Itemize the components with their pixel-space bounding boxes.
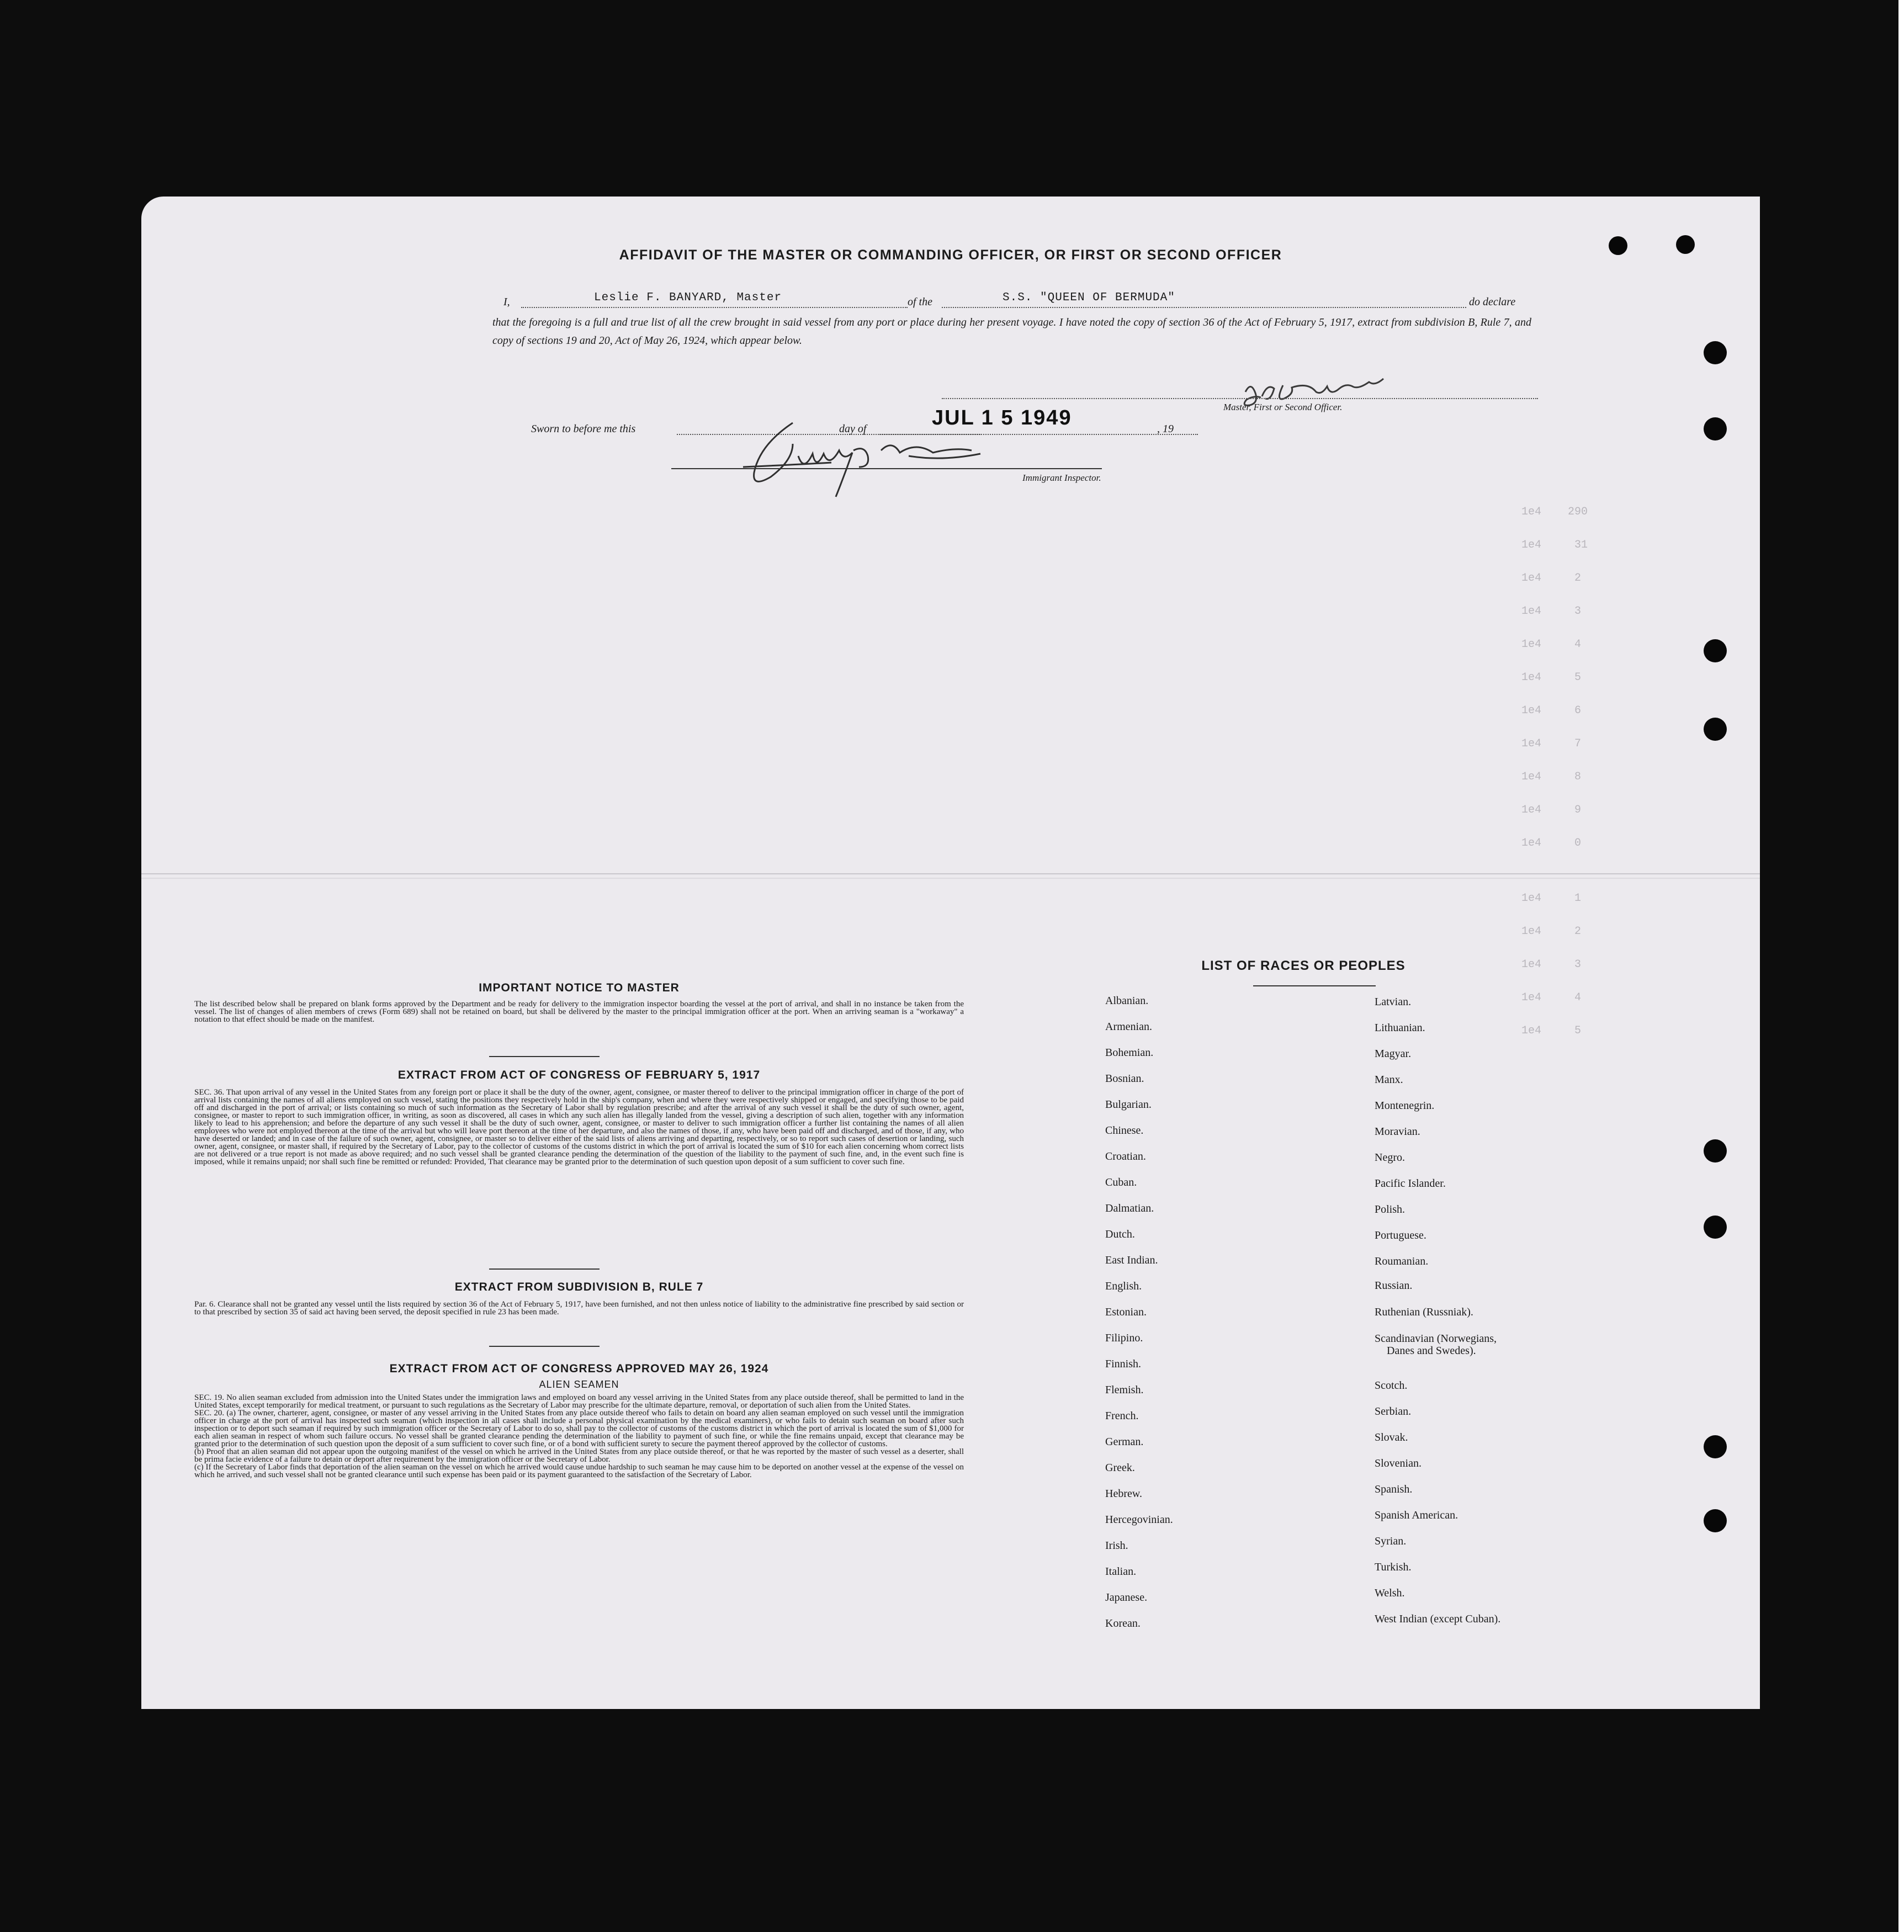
declaration-text: that the foregoing is a full and true list of all the crew brought in said vessel from any port or place during her present voyage. I have noted the copy of section 36 of the Act of February 5, 1917, extract from subdivision B, Rule 7, and copy of sections 19 and 20, Act of May 26, 1924, which appear below. xyxy=(492,316,1531,347)
punch-hole xyxy=(1704,718,1727,741)
important-notice-section xyxy=(194,981,964,1023)
race-item: Syrian. xyxy=(1375,1535,1407,1547)
race-item: Bohemian. xyxy=(1105,1047,1154,1059)
inspector-caption: Immigrant Inspector. xyxy=(1022,473,1101,483)
punch-hole xyxy=(1704,417,1727,440)
race-item: English. xyxy=(1105,1280,1142,1292)
races-divider xyxy=(1253,985,1376,986)
race-item: Negro. xyxy=(1375,1151,1405,1164)
notice-heading: IMPORTANT NOTICE TO MASTER xyxy=(479,981,680,994)
vessel-blank xyxy=(942,307,1466,308)
sec19-text: SEC. 19. No alien seaman excluded from admission into the United States under the immigration laws and employed on board any vessel arriving in the United States from any place outside thereof, shall be permitted to land in the United States, except temporarily for medical treatment, or pursuant to such regulations as the Secretary of Labor may prescribe for the ultimate departure, removal, or deportation of such alien from the United States. xyxy=(194,1393,964,1410)
race-item: Welsh. xyxy=(1375,1587,1405,1599)
race-item: Magyar. xyxy=(1375,1048,1412,1060)
extract-rule7-section xyxy=(194,1281,964,1316)
race-item: Hercegovinian. xyxy=(1105,1514,1173,1526)
punch-hole xyxy=(1704,1435,1727,1458)
extract-1917-text: SEC. 36. That upon arrival of any vessel in the United States from any foreign port or place it shall be the duty of the owner, agent, consignee, or master thereof to deliver to the principal immigration officer in charge of the port of arrival lists containing the names of all aliens employed on such vessel, stating the positions they respectively hold in the ship's company, when and where they were respectively shipped or engaged, and specifying those to be paid off and discharged in the port of arrival; or lists containing so much of such information as the Secretary of Labor shall by regulation prescribe; and after the arrival of any such vessel it shall be the duty of such owner, agent, consignee, or master to report to such immigration officer, in writing, as soon as discovered, all cases in which any such alien has illegally landed from the vessel, giving a description of such alien, together with any information likely to lead to his apprehension; and before the departure of any such vessel it shall be the duty of such owner, agent, consignee, or master to deliver to such immigration officer a further list containing the names of all alien employees who were not employed thereon at the time of the arrival but who will leave port thereon at the time of her departure, and also the names of those, if any, who have been paid off and discharged, and of those, if any, who have deserted or landed; and in case of the failure of such owner, agent, consignee, or master so to deliver either of the said lists of aliens arriving and departing, respectively, or so to report such cases of desertion or landing, such owner, agent, consignee, or master shall, if required by the Secretary of Labor, pay to the collector of customs of the customs district in which the port of arrival is located the sum of $10 for each alien concerning whom correct lists are not delivered or a true report is not made as above required; and no such vessel shall be granted clearance pending the determination of the question of the liability to the payment of such fine, and, in the event such fine is imposed, while it remains unpaid; nor shall such fine be remitted or refunded: Provided, That clearance may be granted prior to the determination of such question upon deposit of a sum sufficient to cover such fine. xyxy=(194,1088,964,1166)
race-item: Serbian. xyxy=(1375,1405,1412,1418)
races-heading: LIST OF RACES OR PEOPLES xyxy=(1201,958,1406,973)
race-item: Spanish. xyxy=(1375,1483,1413,1495)
extract-1917-heading: EXTRACT FROM ACT OF CONGRESS OF FEBRUARY 5, 1917 xyxy=(397,1069,761,1081)
extract-1917-section xyxy=(194,1069,964,1166)
affidavit-title: AFFIDAVIT OF THE MASTER OR COMMANDING OFFICER, OR FIRST OR SECOND OFFICER xyxy=(619,247,1282,263)
race-item: Ruthenian (Russniak). xyxy=(1375,1306,1473,1318)
race-item: Slovenian. xyxy=(1375,1457,1422,1469)
race-item: East Indian. xyxy=(1105,1254,1158,1266)
sec20c-text: (c) If the Secretary of Labor finds that deportation of the alien seaman on the vessel on which he arrived would cause undue hardship to such seaman he may cause him to be deported on another vessel at the expense of the vessel on which he arrived, and such vessel shall not be granted clearance until such expense has been paid or its payment guaranteed to the satisfaction of the Secretary of Labor. xyxy=(194,1463,964,1479)
race-item: Latvian. xyxy=(1375,996,1412,1008)
extract-rule7-text: Par. 6. Clearance shall not be granted any vessel until the lists required by section 36 of the Act of February 5, 1917, have been furnished, and not then unless notice of liability to the administrative fine prescribed by said section or to that prescribed by section 35 of said act having been served, the deposit specified in rule 23 has been made. xyxy=(194,1300,964,1317)
inspector-signature xyxy=(699,412,1030,511)
extract-rule7-heading: EXTRACT FROM SUBDIVISION B, RULE 7 xyxy=(454,1281,704,1293)
race-item: German. xyxy=(1105,1436,1144,1448)
race-item: Italian. xyxy=(1105,1565,1137,1578)
race-item: Portuguese. xyxy=(1375,1229,1426,1241)
race-item: Armenian. xyxy=(1105,1021,1152,1033)
race-item: Lithuanian. xyxy=(1375,1022,1425,1034)
race-item: Danes and Swedes). xyxy=(1387,1345,1476,1357)
race-item: Turkish. xyxy=(1375,1561,1412,1573)
race-item: Estonian. xyxy=(1105,1306,1147,1318)
document-sheet: 1e4 2​9​0 1e4 3​1 1e4 2 1e4 3 1e4 4 1e4 5 1e4 6 1e4 7 1e4 8 1e4 9 1e4 0 1e4 1 1e4 2 1e4 3 1e4 4 1e4 5 AFFIDAVIT OF THE MASTER OR COMMANDING OFFICER, OR FIRST OR SECOND OFFICER I, Leslie F. BANYARD, Master of the S.S. "QUEEN OF BERMUDA" do declare that the foregoing is a full and true list of all the crew brought in said vessel from any port or place during her present voyage. I have noted the copy of section 36 of the Act of February 5, 1917, extract from subdivision B, Rule 7, and copy of sections 19 and 20, Act of May 26, 1924, which appear below. Master, First or Second Officer. Sworn to before me this day of JUL 1 5 1949 , 19 Immigrant Inspector. IMPORTANT NOTICE TO MASTER The list described below shall be prepared on blank forms approved by the Department and be ready for delivery to the immigration inspector boarding the vessel at the port of arrival, and shall in no instance be taken from the vessel. The list of changes of alien members of crews (Form 689) shall not be retained on board, but shall be delivered by the master to the principal immigration officer at the port. When an arriving seaman is a "workaway" a notation to that effect should be made on the manifest. EXTRACT FROM ACT OF CONGRESS OF FEBRUARY 5, 1917 SEC. 36. That upon arrival of any vessel in the United States from any foreign port or place it shall be the duty of the owner, agent, consignee, or master thereof to deliver to the principal immigration officer in charge of the port of arrival lists containing the names of all aliens employed on such vessel, stating the positions they respectively hold in the ship's company, when and where they were respectively shipped or engaged, and specifying those to be paid off and discharged in the port of arrival; or lists containing so much of such information as the Secretary of Labor shall by regulation prescribe; and after the arrival of any such vessel it shall be the duty of such owner, agent, consignee, or master to report to such immigration officer, in writing, as soon as discovered, all cases in which any such alien has illegally landed from the vessel, giving a description of such alien, together with any information likely to lead to his apprehension; and before the departure of any such vessel it shall be the duty of such owner, agent, consignee, or master to deliver to such immigration officer a further list containing the names of all alien employees who were not employed thereon at the time of the arrival but who will leave port thereon at the time of her departure, and also the names of those, if any, who have been paid off and discharged, and of those, if any, who have deserted or landed; and in case of the failure of such owner, agent, consignee, or master so to deliver either of the said lists of aliens arriving and departing, respectively, or so to report such cases of desertion or landing, such owner, agent, consignee, or master shall, if required by the Secretary of Labor, pay to the collector of customs of the customs district in which the port of arrival is located the sum of $10 for each alien concerning whom correct lists are not delivered or a true report is not made as above required; and no such vessel shall be granted clearance pending the determination of the question of the liability to the payment of such fine, and, in the event such fine is imposed, while it remains unpaid; nor shall such fine be remitted or refunded: Provided, That clearance may be granted prior to the determination of such question upon deposit of a sum sufficient to cover such fine. EXTRACT FROM SUBDIVISION B, RULE 7 Par. 6. Clearance shall not be granted any vessel until the lists required by section 36 of the Act of February 5, 1917, have been furnished, and not then unless notice of liability to the administrative fine prescribed by said section or to that prescribed by section 35 of said act having been served, the deposit specified in rule 23 has been made. EXTRACT FROM ACT OF CONGRESS APPROVED MAY 26, 1924 ALIEN SEAMEN SEC. 19. No alien seaman excluded from admission into the United States under the immigration laws and employed on board any vessel arriving in the United States from any place outside thereof, shall be permitted to land in the United States, except temporarily for medical treatment, or pursuant to such regulations as the Secretary of Labor may prescribe for the ultimate departure, removal, or deportation of such alien from the United States. SEC. 20. (a) The owner, charterer, agent, consignee, or master of any vessel arriving in the United States from any place outside thereof who fails to detain on board any alien seaman employed on such vessel until the immigration officer in charge at the port of arrival has inspected such seaman (which inspection in all cases shall include a personal physical examination by the medical examiners), or who fails to detain such seaman on board after such inspection or to deport such seaman if required by such immigration officer or the Secretary of Labor to do so, shall pay to the collector of customs of the customs district in which the port of arrival is located the sum of $1,000 for each alien seaman in respect of whom such failure occurs. No vessel shall be granted clearance pending the determination of the liability to payment of such fine, or while the fine remains unpaid, except that clearance may be granted prior to the determination of such question upon the deposit of a sum sufficient to cover such fine, or of a bond with sufficient surety to secure the payment thereof approved by the collector of customs. (b) Proof that an alien seaman did not appear upon the outgoing manifest of the vessel on which he arrived in the United States from any place outside thereof, or that he was reported by the master of such vessel as a deserter, shall be prima facie evidence of a failure to detain or deport after requirement by the immigration officer or the Secretary of Labor. (c) If the Secretary of Labor finds that deportation of the alien seaman on the vessel on which he arrived would cause undue hardship to such seaman he may cause him to be deported on another vessel at the expense of the vessel on which he arrived, and such vessel shall not be granted clearance until such expense has been paid or its payment guaranteed to the satisfaction of the Secretary of Labor. LIST OF RACES OR PEOPLES Albanian. Armenian. Bohemian. Bosnian. Bulgarian. Chinese. Croatian. Cuban. Dalmatian. Dutch. East Indian. English. Estonian. Filipino. Finnish. Flemish. French. German. Greek. Hebrew. Hercegovinian. Irish. Italian. Japanese. Korean. Latvian. Lithuanian. Magyar. Manx. Montenegrin. Moravian. Negro. Pacific Islander. Polish. Portuguese. Roumanian. Russian. Ruthenian (Russniak). Scandinavian (Norwegians, Danes and Swedes). Scotch. Serbian. Slovak. Slovenian. Spanish. Spanish American. Syrian. Turkish. Welsh. West Indian (except Cuban). xyxy=(141,197,1760,1709)
race-item: Dalmatian. xyxy=(1105,1202,1154,1214)
declarant-name: Leslie F. BANYARD, Master xyxy=(594,291,782,304)
punch-hole xyxy=(1704,341,1727,364)
punch-hole xyxy=(1704,1509,1727,1532)
race-item: Greek. xyxy=(1105,1462,1135,1474)
race-item: Cuban. xyxy=(1105,1176,1137,1188)
race-item: Bosnian. xyxy=(1105,1073,1144,1085)
race-item: Scotch. xyxy=(1375,1379,1408,1392)
sec20a-text: SEC. 20. (a) The owner, charterer, agent, consignee, or master of any vessel arriving in the United States from any place outside thereof who fails to detain on board any alien seaman employed on such vessel until the immigration officer in charge at the port of arrival has inspected such seaman (which inspection in all cases shall include a personal physical examination by the medical examiners), or who fails to detain such seaman on board after such inspection or to deport such seaman if required by such immigration officer or the Secretary of Labor to do so, shall pay to the collector of customs of the customs district in which the port of arrival is located the sum of $1,000 for each alien seaman in respect of whom such failure occurs. No vessel shall be granted clearance pending the determination of the liability to payment of such fine, or while the fine remains unpaid, except that clearance may be granted prior to the determination of such question upon the deposit of a sum sufficient to cover such fine, or of a bond with sufficient surety to secure the payment thereof approved by the collector of customs. xyxy=(194,1409,964,1448)
master-caption: Master, First or Second Officer. xyxy=(1223,402,1343,412)
race-item: Bulgarian. xyxy=(1105,1098,1152,1111)
race-item: Spanish American. xyxy=(1375,1509,1459,1521)
film-edge xyxy=(1898,0,1904,1932)
race-item: French. xyxy=(1105,1410,1139,1422)
notice-text: The list described below shall be prepared on blank forms approved by the Department and be ready for delivery to the immigration inspector boarding the vessel at the port of arrival, and shall in no instance be taken from the vessel. The list of changes of alien members of crews (Form 689) shall not be retained on board, but shall be delivered by the master to the principal immigration officer at the port. When an arriving seaman is a "workaway" a notation to that effect should be made on the manifest. xyxy=(194,1000,964,1024)
vessel-name: S.S. "QUEEN OF BERMUDA" xyxy=(1003,291,1175,304)
race-item: Manx. xyxy=(1375,1074,1403,1086)
punch-hole xyxy=(1704,639,1727,662)
race-item: Pacific Islander. xyxy=(1375,1177,1446,1190)
date-stamp: JUL 1 5 1949 xyxy=(932,406,1072,429)
day-of-label: day of xyxy=(839,423,867,435)
punch-hole xyxy=(1609,236,1627,255)
race-item: Dutch. xyxy=(1105,1228,1135,1240)
race-item: Finnish. xyxy=(1105,1358,1142,1370)
race-item: Croatian. xyxy=(1105,1150,1146,1163)
name-blank xyxy=(521,307,908,308)
race-item: Irish. xyxy=(1105,1540,1128,1552)
alien-seamen-subheading: ALIEN SEAMEN xyxy=(539,1379,619,1390)
race-item: Roumanian. xyxy=(1375,1255,1429,1267)
fold-line xyxy=(141,873,1760,874)
of-the-label: of the xyxy=(908,296,932,308)
sec20b-text: (b) Proof that an alien seaman did not appear upon the outgoing manifest of the vessel on which he arrived in the United States from any place outside thereof, or that he was reported by the master of such vessel as a deserter, shall be prima facie evidence of a failure to detain or deport after requirement by the immigration officer or the Secretary of Labor. xyxy=(194,1447,964,1464)
race-item: West Indian (except Cuban). xyxy=(1375,1613,1501,1625)
race-item: Chinese. xyxy=(1105,1124,1144,1137)
race-item: Polish. xyxy=(1375,1203,1406,1216)
punch-hole xyxy=(1704,1139,1727,1163)
race-item: Moravian. xyxy=(1375,1126,1420,1138)
extract-1924-section xyxy=(194,1362,964,1479)
race-item: Hebrew. xyxy=(1105,1488,1143,1500)
race-item: Slovak. xyxy=(1375,1431,1408,1443)
do-declare-label: do declare xyxy=(1469,296,1516,308)
inspector-signature-line xyxy=(671,468,1102,469)
i-label: I, xyxy=(503,296,510,308)
race-item: Japanese. xyxy=(1105,1591,1148,1604)
fold-line-shadow xyxy=(141,878,1760,879)
divider-2 xyxy=(489,1268,600,1270)
race-item: Flemish. xyxy=(1105,1384,1144,1396)
race-item: Russian. xyxy=(1375,1280,1413,1292)
year-suffix: , 19 xyxy=(1157,423,1174,435)
race-item: Montenegrin. xyxy=(1375,1100,1435,1112)
divider-3 xyxy=(489,1346,600,1347)
punch-hole xyxy=(1704,1216,1727,1239)
race-item: Albanian. xyxy=(1105,995,1149,1007)
punch-hole xyxy=(1676,235,1695,254)
sworn-label: Sworn to before me this xyxy=(531,423,636,435)
race-item: Filipino. xyxy=(1105,1332,1143,1344)
race-item: Korean. xyxy=(1105,1617,1141,1630)
extract-1924-heading: EXTRACT FROM ACT OF CONGRESS APPROVED MAY 26, 1924 xyxy=(389,1362,769,1375)
divider-1 xyxy=(489,1056,600,1057)
master-signature-line xyxy=(942,397,1538,399)
race-item: Scandinavian (Norwegians, xyxy=(1375,1333,1497,1345)
